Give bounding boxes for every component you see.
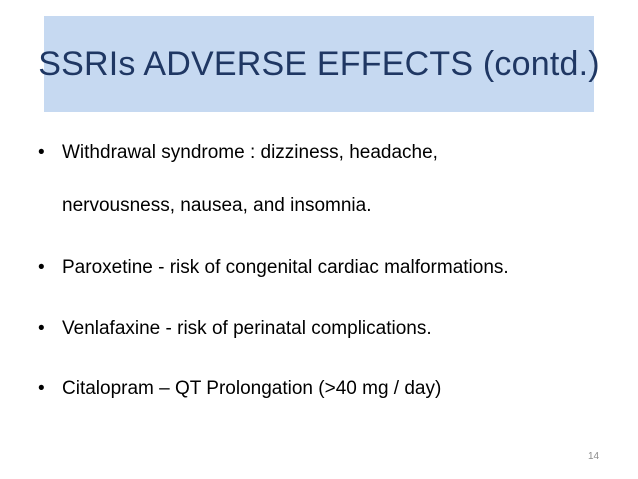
bullet-text: nervousness, nausea, and insomnia. (62, 195, 372, 216)
slide-number: 14 (588, 451, 600, 462)
bullet-item (38, 318, 432, 340)
bullet-item-continuation (62, 195, 371, 217)
bullet-item (38, 142, 438, 164)
bullet-item (38, 257, 509, 279)
bullet-text: Citalopram – QT Prolongation (>40 mg / day) (62, 378, 442, 399)
bullet-text: Venlafaxine - risk of perinatal complications. (62, 318, 432, 339)
bullet-icon: • (38, 142, 45, 163)
bullet-item (38, 378, 441, 400)
bullet-icon: • (38, 378, 45, 399)
slide-title: SSRIs ADVERSE EFFECTS (contd.) (38, 44, 600, 83)
bullet-icon: • (38, 257, 45, 278)
bullet-text: Withdrawal syndrome : dizziness, headache, (62, 142, 438, 163)
bullet-icon: • (38, 318, 45, 339)
bullet-text: Paroxetine - risk of congenital cardiac malformations. (62, 257, 509, 278)
